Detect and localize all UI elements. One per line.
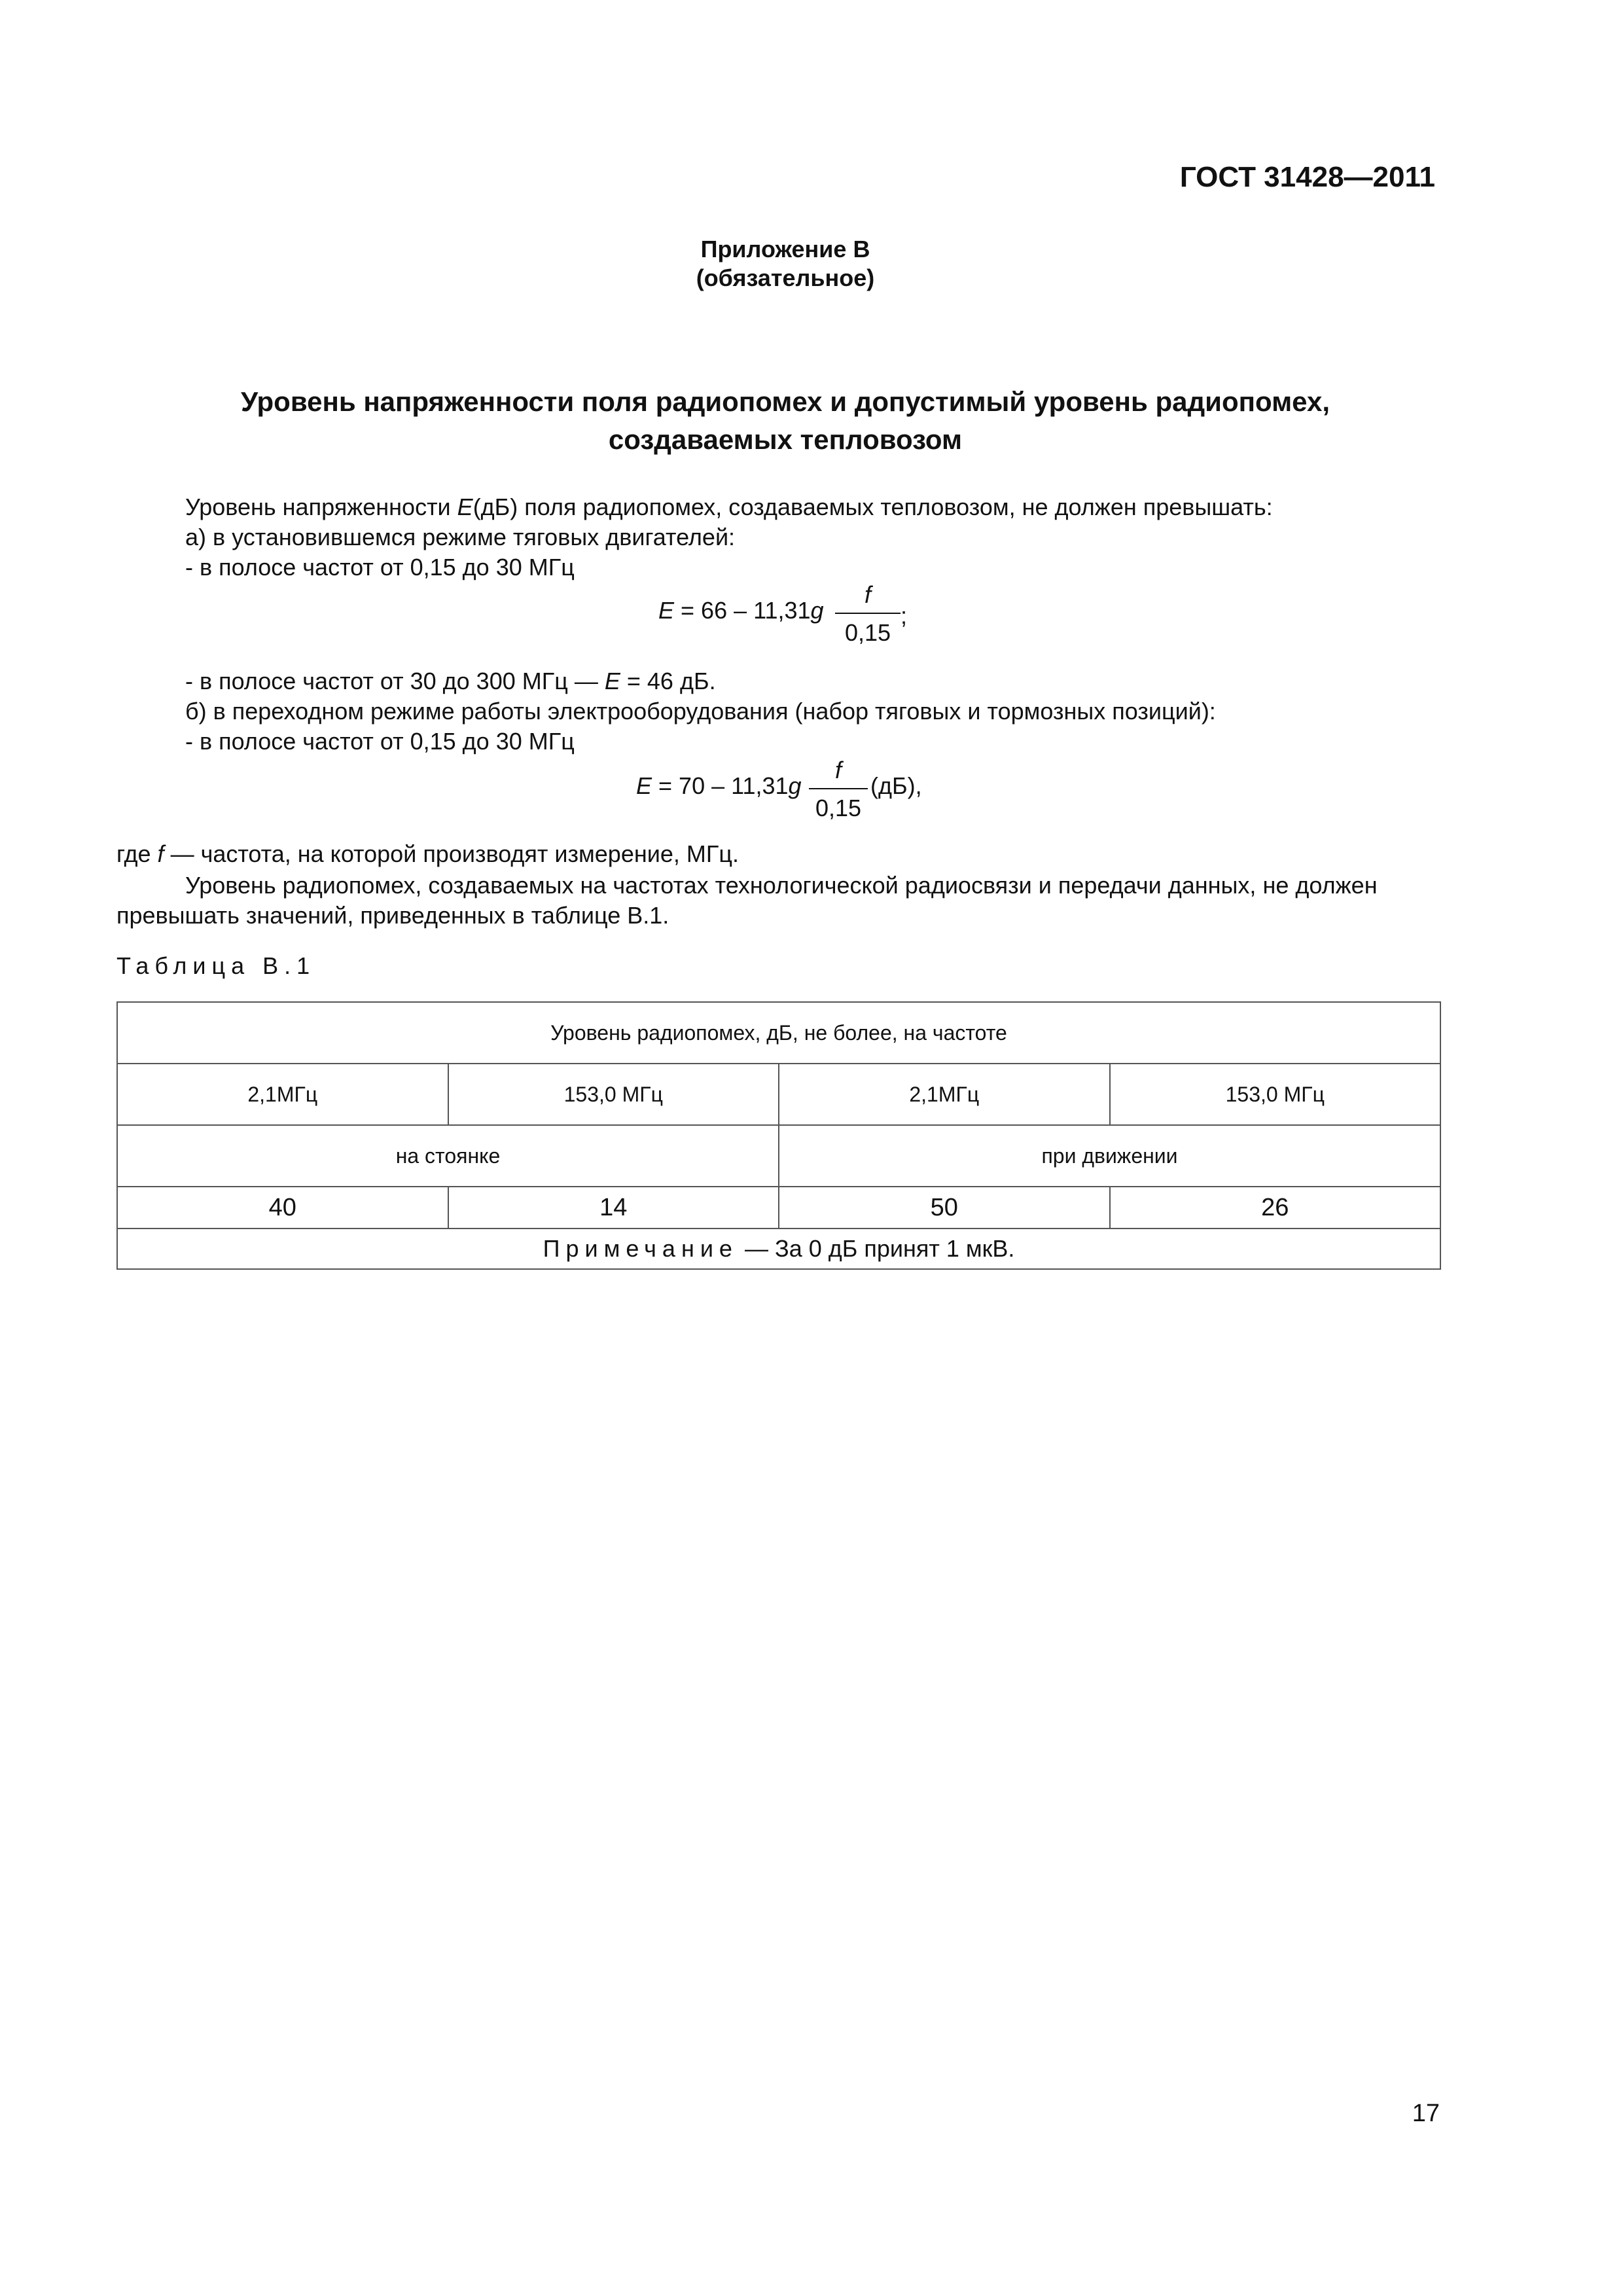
item-a: а) в установившемся режиме тяговых двигателей: [185,524,736,550]
band-2-variable: E [604,668,620,694]
document-number: ГОСТ 31428—2011 [1179,161,1435,193]
value-cell: 14 [448,1187,779,1229]
where-text: где [116,840,158,867]
band-1: - в полосе частот от 0,15 до 30 МГц [185,554,575,581]
table-header: Уровень радиопомех, дБ, не более, на частоте [117,1002,1440,1064]
formula-2-tail: (дБ), [870,772,922,799]
intro-text-end: (дБ) поля радиопомех, создаваемых тепловозом, не должен превышать: [473,493,1273,520]
intro-text: Уровень напряженности [185,493,457,520]
table-note [117,1229,1440,1269]
formula-2-denominator: 0,15 [815,795,862,821]
band-2-value: = 46 дБ. [620,668,716,694]
frequency-cell: 153,0 МГц [1110,1064,1441,1125]
intro-paragraph [185,492,1273,522]
annex-status: (обязательное) [696,264,875,291]
formula-2-numerator: f [834,757,842,783]
main-title-line2: создаваемых тепловозом [608,424,963,455]
radio-interference-table [116,1001,1441,1270]
value-cell: 40 [117,1187,448,1229]
frequency-cell: 2,1МГц [117,1064,448,1125]
formula-1-tail: ; [901,602,908,629]
mode-moving: при движении [779,1125,1440,1187]
where-variable: f [157,840,164,867]
value-cell: 50 [779,1187,1110,1229]
formula-1-denominator: 0,15 [844,619,891,646]
band-2 [185,666,716,696]
note-label: Примечание [543,1235,738,1262]
formula-1-fn: g [810,597,824,624]
mode-stationary: на стоянке [117,1125,779,1187]
band-2-text: - в полосе частот от 30 до 300 МГц — [185,668,605,694]
limits-paragraph-line2: превышать значений, приведенных в таблице В.1. [116,902,669,929]
where-definition: — частота, на которой производят измерение, МГц. [164,840,739,867]
band-3: - в полосе частот от 0,15 до 30 МГц [185,728,575,755]
formula-2-fraction-bar [809,788,868,789]
frequency-cell: 153,0 МГц [448,1064,779,1125]
formula-1 [658,597,824,624]
annex-title: Приложение В [700,236,870,262]
intro-variable: E [457,493,473,520]
formula-1-fraction-bar [835,613,901,614]
note-text: — За 0 дБ принят 1 мкВ. [738,1235,1015,1262]
formula-2-expr: = 70 – 11,31 [652,772,789,799]
value-cell: 26 [1110,1187,1441,1229]
formula-2 [636,772,802,800]
frequency-cell: 2,1МГц [779,1064,1110,1125]
table-caption: Таблица В.1 [116,952,316,979]
main-title-line1: Уровень напряженности поля радиопомех и допустимый уровень радиопомех, [241,386,1330,417]
page-number: 17 [1412,2100,1440,2127]
formula-1-lhs: E [658,597,675,624]
formula-2-fn: g [788,772,802,799]
formula-1-numerator: f [864,581,871,608]
formula-2-lhs: E [636,772,652,799]
item-b: б) в переходном режиме работы электрооборудования (набор тяговых и тормозных позиций): [185,698,1216,725]
where-clause [116,839,739,869]
formula-1-expr: = 66 – 11,31 [674,597,811,624]
limits-paragraph-line1: Уровень радиопомех, создаваемых на частотах технологической радиосвязи и передачи данных, не должен [185,872,1378,899]
